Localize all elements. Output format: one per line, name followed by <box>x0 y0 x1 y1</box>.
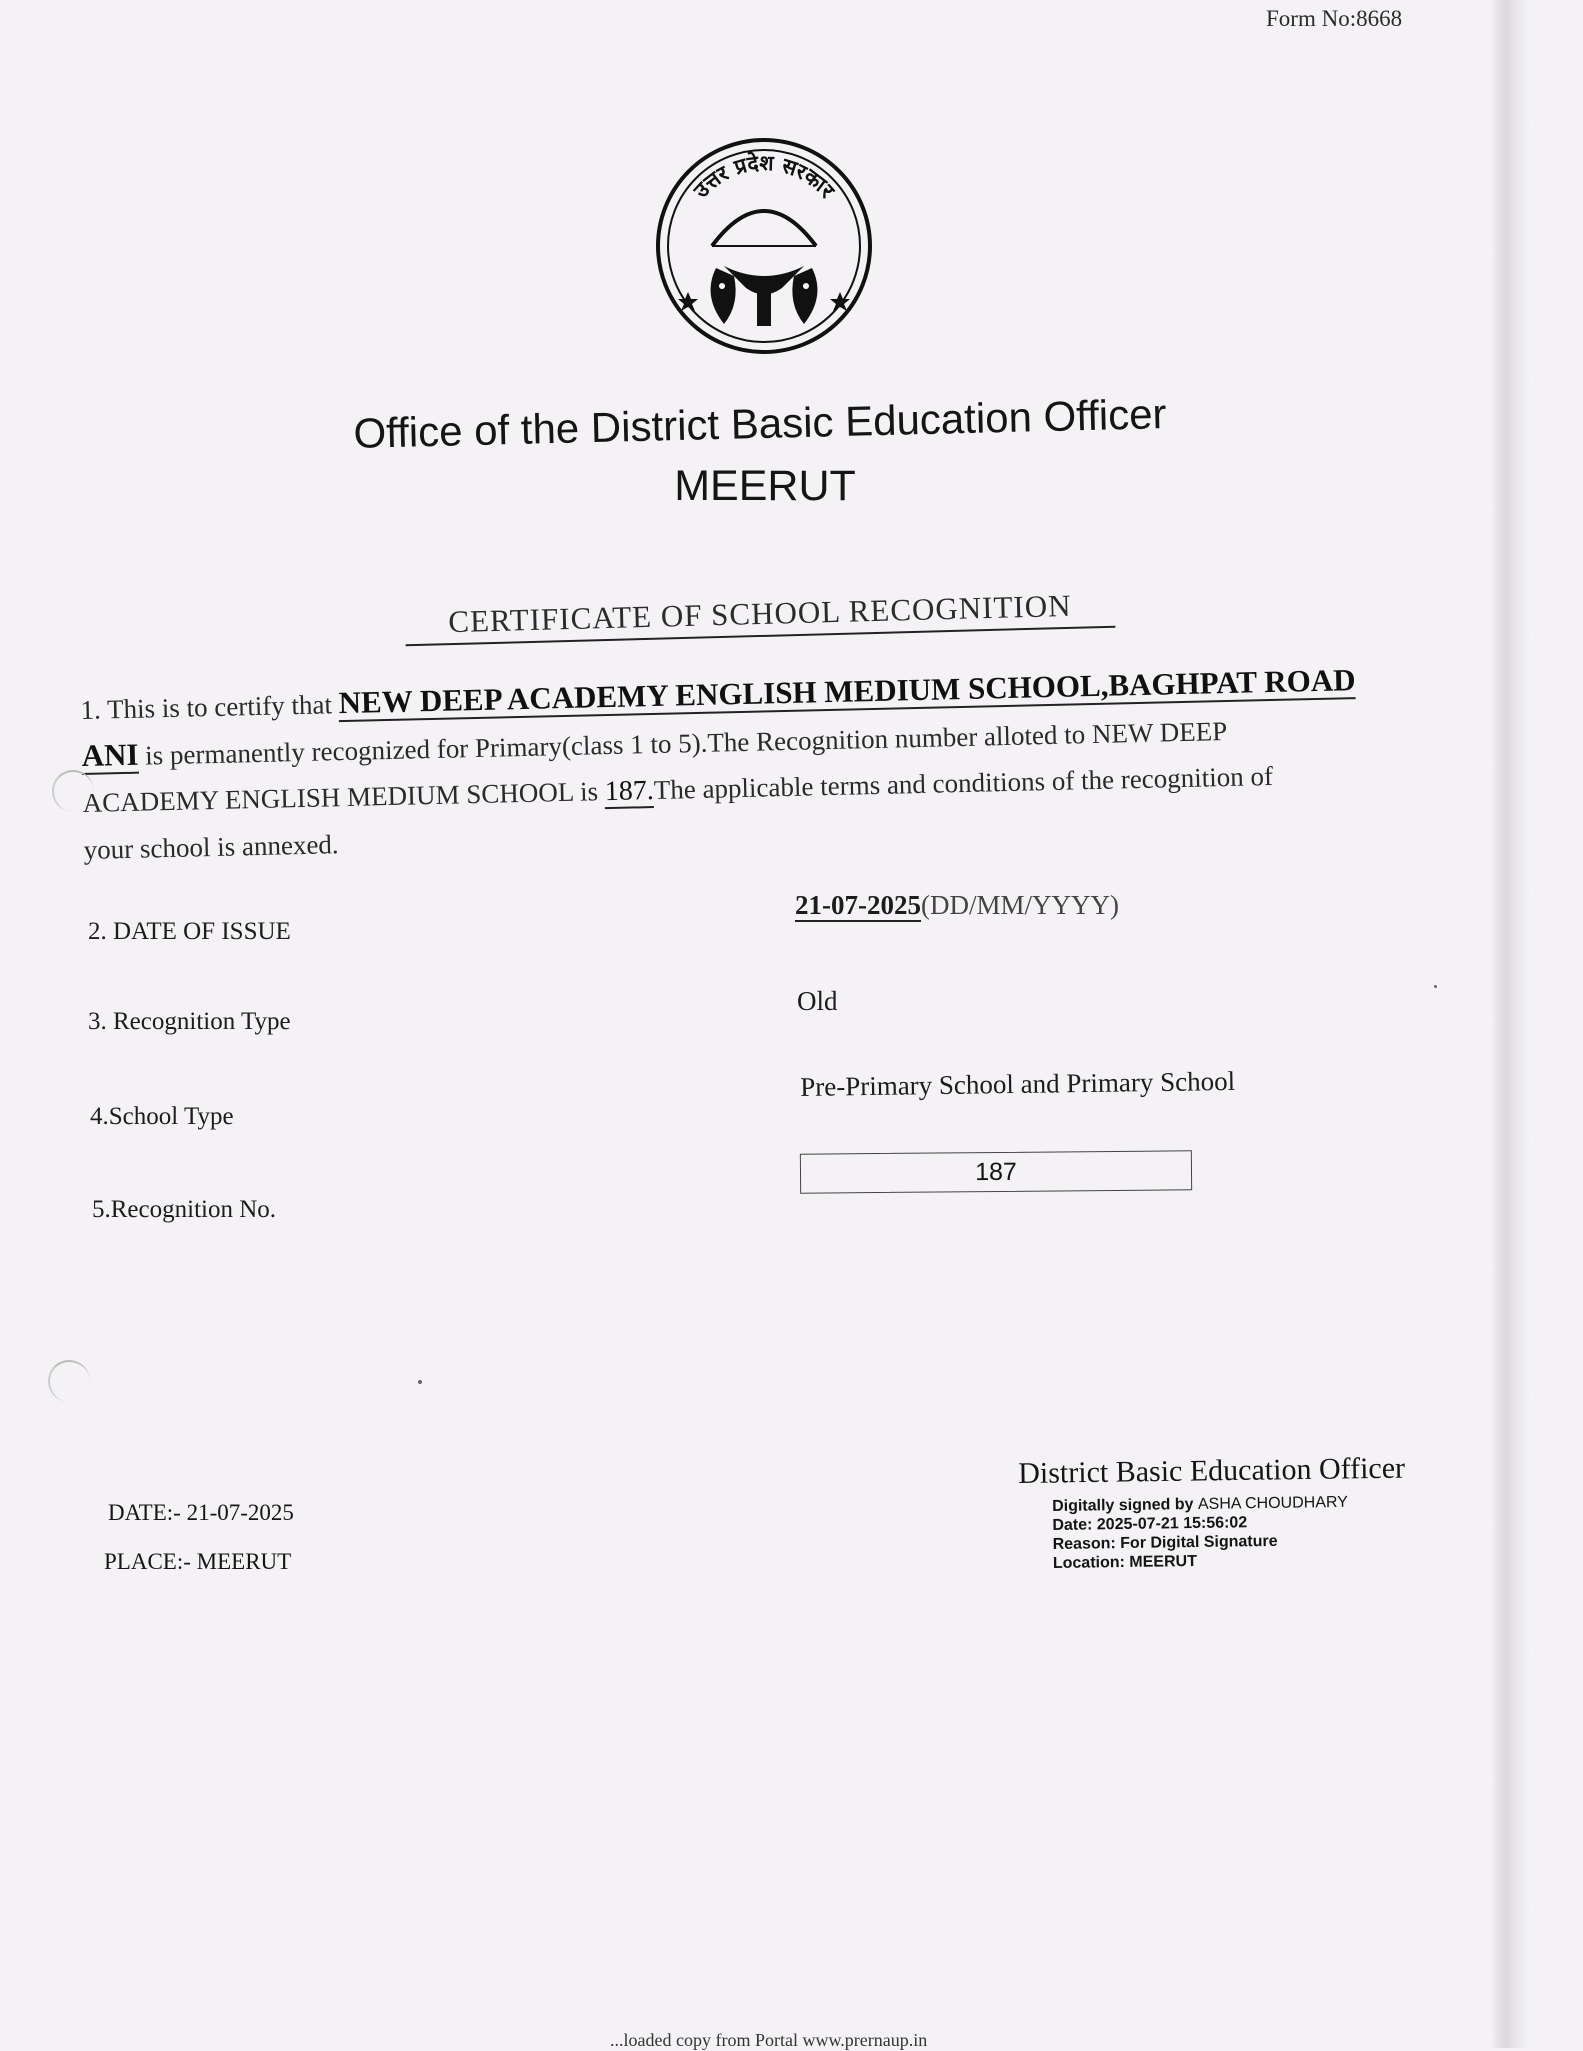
punch-hole-mark <box>48 1360 90 1402</box>
office-title: Office of the District Basic Education Officer <box>352 390 1168 457</box>
school-type-label: 4.School Type <box>90 1103 234 1130</box>
recognition-number-value: 187 <box>800 1150 1192 1193</box>
signature-location: Location: MEERUT <box>1052 1552 1198 1572</box>
certification-paragraph <box>80 654 1474 872</box>
svg-text:उत्तर प्रदेश सरकार <box>688 150 840 204</box>
paragraph-intro: This is to certify that <box>106 689 333 725</box>
ink-speck <box>418 1380 422 1384</box>
date-of-issue-value <box>795 890 1119 921</box>
paragraph-terms-text: The applicable terms and conditions of the recognition of <box>653 760 1274 806</box>
emblem-text: उत्तर प्रदेश सरकार <box>688 150 840 203</box>
signature-date: Date: 2025-07-21 15:56:02 <box>1052 1514 1248 1534</box>
district-name: MEERUT <box>674 462 856 510</box>
page-edge-shadow <box>1492 0 1532 2048</box>
ink-speck <box>1434 985 1437 988</box>
paragraph-terms-text-2: your school is annexed. <box>83 829 339 865</box>
digital-signature-block <box>1052 1493 1349 1573</box>
school-name-continued: ANI <box>81 736 139 773</box>
paragraph-school-name-line: ACADEMY ENGLISH MEDIUM SCHOOL is <box>82 776 599 818</box>
recognition-number-inline: 187. <box>604 775 655 808</box>
recognition-type-label: 3. Recognition Type <box>88 1008 291 1035</box>
signatory-title: District Basic Education Officer <box>1018 1451 1406 1490</box>
school-name: NEW DEEP ACADEMY ENGLISH MEDIUM SCHOOL,BAGHPAT ROAD <box>338 662 1356 721</box>
up-government-emblem-icon <box>654 136 874 356</box>
recognition-type-value: Old <box>797 986 838 1016</box>
footer-place: PLACE:- MEERUT <box>104 1549 292 1574</box>
certificate-title: CERTIFICATE OF SCHOOL RECOGNITION <box>405 587 1116 647</box>
signer-name: ASHA CHOUDHARY <box>1197 1493 1349 1513</box>
date-of-issue: 21-07-2025 <box>795 890 921 920</box>
recognition-number-label: 5.Recognition No. <box>92 1196 277 1223</box>
signed-by-label: Digitally signed by <box>1052 1496 1194 1515</box>
form-number: Form No:8668 <box>1266 6 1403 31</box>
date-of-issue-label: 2. DATE OF ISSUE <box>88 918 291 945</box>
paragraph-middle-text: is permanently recognized for Primary(class 1 to 5).The Recognition number alloted to NEW DEEP <box>144 715 1228 771</box>
paragraph-number: 1. <box>80 694 102 725</box>
date-format-hint: (DD/MM/YYYY) <box>920 890 1119 920</box>
school-type-value: Pre-Primary School and Primary School <box>800 1065 1236 1102</box>
footer-date: DATE:- 21-07-2025 <box>108 1500 294 1525</box>
portal-note: ...loaded copy from Portal www.prernaup.in <box>610 2030 928 2050</box>
signature-reason: Reason: For Digital Signature <box>1052 1532 1278 1553</box>
punch-hole-mark <box>52 770 94 812</box>
